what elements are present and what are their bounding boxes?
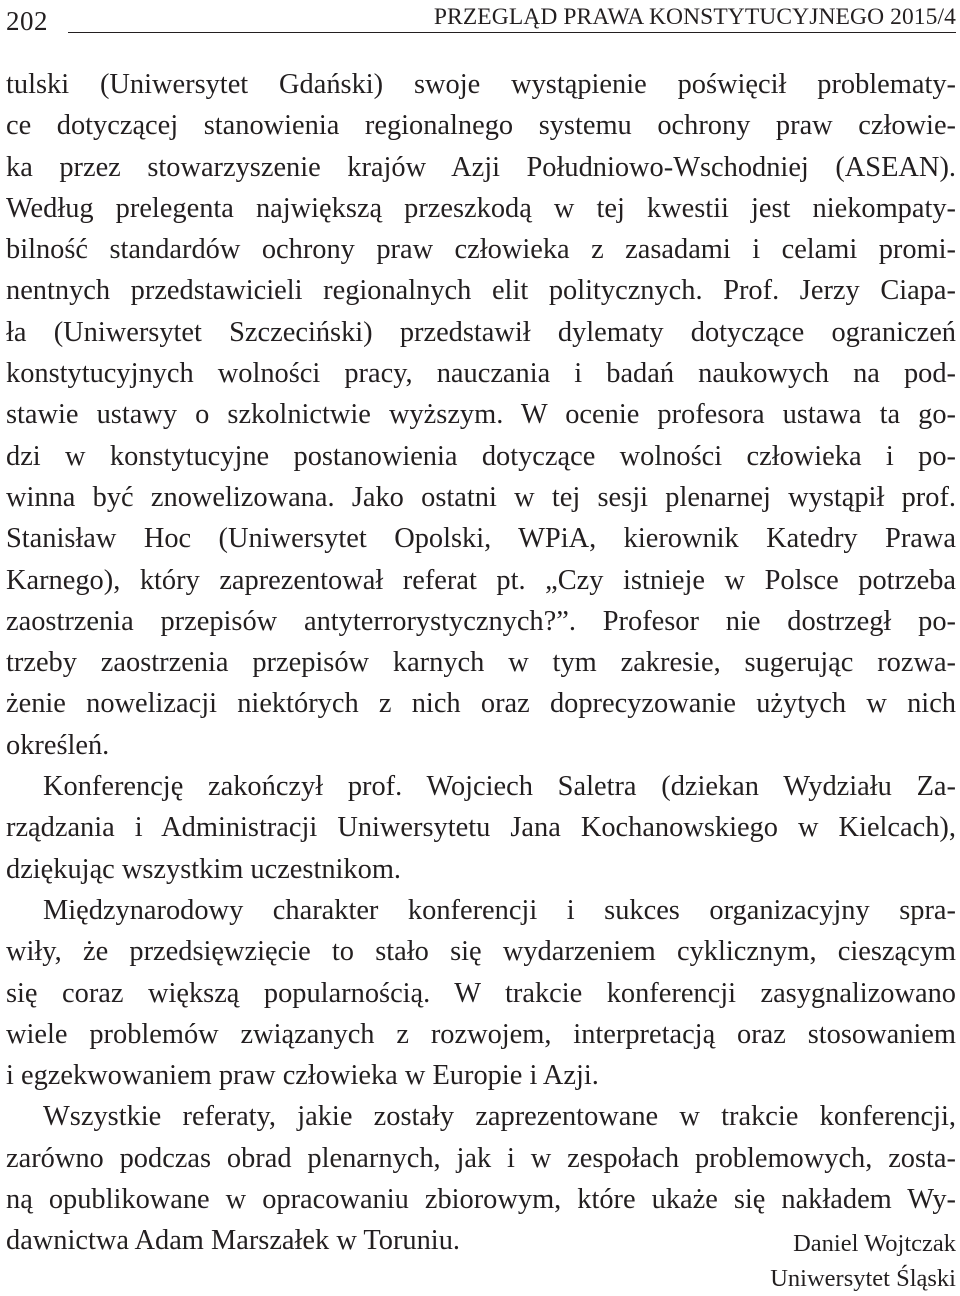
text-line: konstytucyjnych wolności pracy, nauczania i badań naukowych na pod- (6, 358, 956, 390)
author-affiliation: Uniwersytet Śląski (770, 1265, 956, 1292)
author-name: Daniel Wojtczak (793, 1230, 956, 1257)
paragraph (6, 766, 956, 890)
text-line: tulski (Uniwersytet Gdański) swoje wystąpienie poświęcił problematy- (6, 69, 956, 100)
text-line: żenie nowelizacji niektórych z nich oraz doprecyzowanie użytych w nich (6, 688, 956, 720)
text-line: ła (Uniwersytet Szczeciński) przedstawił dylematy dotyczące ograniczeń (6, 316, 956, 348)
text-line: dawnictwa Adam Marszałek w Toruniu. (6, 1225, 460, 1257)
text-line: winna być znowelizowana. Jako ostatni w tej sesji plenarnej wystąpił prof. (6, 481, 956, 513)
text-line: Stanisław Hoc (Uniwersytet Opolski, WPiA, kierownik Katedry Prawa (6, 523, 956, 555)
page-number: 202 (6, 6, 48, 36)
text-line: Według prelegenta największą przeszkodą w tej kwestii jest niekompaty- (6, 192, 956, 224)
text-line: dziękując wszystkim uczestnikom. (6, 853, 402, 885)
text-line: nentnych przedstawicieli regionalnych elit politycznych. Prof. Jerzy Ciapa- (6, 275, 956, 307)
text-line: zarówno podczas obrad plenarnych, jak i w zespołach problemowych, zosta- (6, 1142, 956, 1174)
text-line: dzi w konstytucyjne postanowienia dotyczące wolności człowieka i po- (6, 440, 956, 472)
header-rule (68, 32, 956, 33)
text-line: Wszystkie referaty, jakie zostały zaprezentowane w trakcie konferencji, (43, 1101, 956, 1133)
text-line: bilność standardów ochrony praw człowieka z zasadami i celami promi- (6, 234, 956, 266)
text-line: wiły, że przedsięwzięcie to stało się wydarzeniem cyklicznym, cieszącym (6, 936, 956, 968)
text-line: trzeby zaostrzenia przepisów karnych w tym zakresie, sugerując rozwa- (6, 647, 956, 679)
paragraph (6, 890, 956, 1096)
text-line: ną opublikowane w opracowaniu zbiorowym, które ukaże się nakładem Wy- (6, 1184, 956, 1216)
text-line: Międzynarodowy charakter konferencji i sukces organizacyjny spra- (43, 894, 956, 926)
text-line: stawie ustawy o szkolnictwie wyższym. W ocenie profesora ustawa ta go- (6, 399, 956, 431)
text-line: rządzania i Administracji Uniwersytetu Jana Kochanowskiego w Kielcach), (6, 812, 956, 844)
text-line: Karnego), który zaprezentował referat pt. „Czy istnieje w Polsce potrzeba (6, 564, 956, 596)
text-line: się coraz większą popularnością. W trakcie konferencji zasygnalizowano (6, 977, 956, 1009)
text-line: ce dotyczącej stanowienia regionalnego systemu ochrony praw człowie- (6, 110, 956, 142)
signature-block (770, 1226, 956, 1296)
text-line: i egzekwowaniem praw człowieka w Europie i Azji. (6, 1060, 599, 1092)
journal-title: PRZEGLĄD PRAWA KONSTYTUCYJNEGO 2015/4 (433, 4, 956, 30)
running-header (6, 0, 956, 38)
text-line: ka przez stowarzyszenie krajów Azji Południowo-Wschodniej (ASEAN). (6, 151, 956, 183)
text-line: Konferencję zakończył prof. Wojciech Saletra (dziekan Wydziału Za- (43, 771, 956, 803)
text-line: wiele problemów związanych z rozwojem, interpretacją oraz stosowaniem (6, 1018, 956, 1050)
paragraph (6, 64, 956, 766)
text-line: zaostrzenia przepisów antyterrorystycznych?”. Profesor nie dostrzegł po- (6, 605, 956, 637)
article-body (6, 64, 956, 1262)
text-line: określeń. (6, 729, 110, 761)
